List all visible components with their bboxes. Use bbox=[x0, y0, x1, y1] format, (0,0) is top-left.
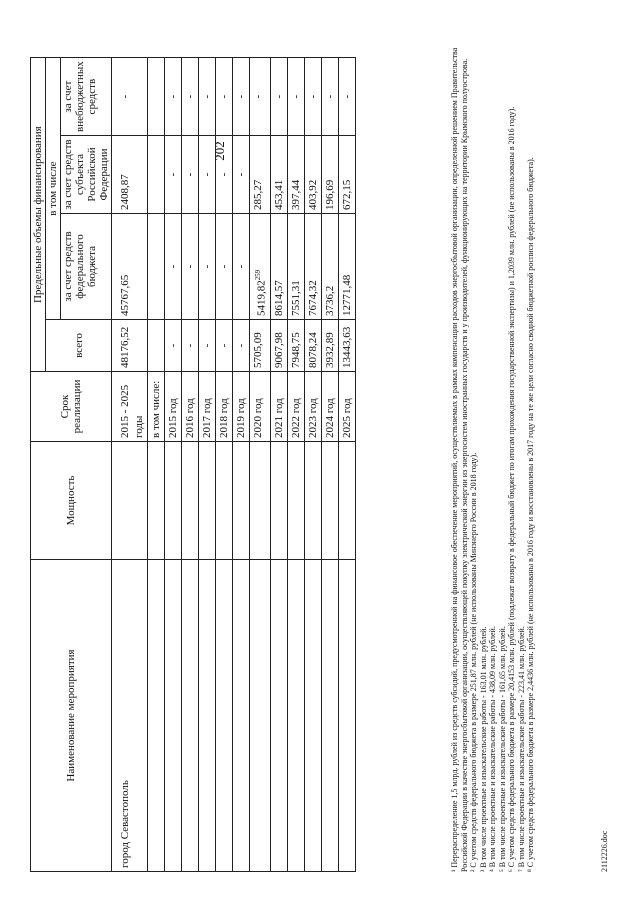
year-total: - bbox=[216, 320, 233, 372]
year-name-cell bbox=[287, 560, 304, 872]
table-row bbox=[216, 58, 233, 872]
year-federal: - bbox=[182, 214, 199, 320]
year-extra: - bbox=[270, 58, 287, 136]
year-extra: - bbox=[216, 58, 233, 136]
footnote: ⁸ С учетом средств федерального бюджета в размере 2,4436 млн. рублей (не использованы в 2016 году и восстановлены в 2017 году на те же цели согласно сводной бюджетной росписи федерального бюджета). bbox=[526, 157, 535, 872]
year-term: 2020 год bbox=[250, 372, 271, 442]
year-federal: - bbox=[199, 214, 216, 320]
year-name-cell bbox=[304, 560, 321, 872]
year-name-cell bbox=[233, 560, 250, 872]
year-term: 2017 год bbox=[199, 372, 216, 442]
year-total: 8078,24 bbox=[304, 320, 321, 372]
table-row bbox=[338, 58, 355, 872]
year-term: 2019 год bbox=[233, 372, 250, 442]
table-row bbox=[199, 58, 216, 872]
year-federal: 8614,57 bbox=[270, 214, 287, 320]
table-row bbox=[165, 58, 182, 872]
year-capacity-cell bbox=[182, 442, 199, 560]
year-federal: 12771,48 bbox=[338, 214, 355, 320]
year-capacity-cell bbox=[321, 442, 338, 560]
year-total: 13443,63 bbox=[338, 320, 355, 372]
year-total: 3932,89 bbox=[321, 320, 338, 372]
year-term: 2022 год bbox=[287, 372, 304, 442]
year-federal: - bbox=[216, 214, 233, 320]
table-row bbox=[233, 58, 250, 872]
header-name: Наименование мероприятия bbox=[31, 560, 112, 872]
year-subject: 196,69 bbox=[321, 136, 338, 214]
table-row bbox=[304, 58, 321, 872]
year-name-cell bbox=[250, 560, 271, 872]
header-term: Срок реализации bbox=[31, 372, 112, 442]
year-extra: - bbox=[199, 58, 216, 136]
year-term: 2024 год bbox=[321, 372, 338, 442]
year-federal: 3736,2 bbox=[321, 214, 338, 320]
year-term: 2018 год bbox=[216, 372, 233, 442]
year-extra: - bbox=[182, 58, 199, 136]
year-extra: - bbox=[165, 58, 182, 136]
year-capacity-cell bbox=[233, 442, 250, 560]
year-capacity-cell bbox=[270, 442, 287, 560]
period-total: 48176,52 bbox=[112, 320, 148, 372]
header-federal: за счет средств федерального бюджета bbox=[61, 214, 112, 320]
year-capacity-cell bbox=[250, 442, 271, 560]
header-extrabudget: за счет внебюджетных средств bbox=[61, 58, 112, 136]
year-rows bbox=[165, 58, 356, 872]
table-body bbox=[112, 58, 165, 872]
year-name-cell bbox=[321, 560, 338, 872]
year-federal: 7551,31 bbox=[287, 214, 304, 320]
year-subject: - bbox=[216, 136, 233, 214]
year-subject: - bbox=[233, 136, 250, 214]
year-extra: - bbox=[321, 58, 338, 136]
year-name-cell bbox=[216, 560, 233, 872]
footnote: ² С учетом средств федерального бюджета в размере 251,87 млн. рублей (не использованы Минэнерго России в 2018 году). bbox=[469, 452, 478, 872]
year-extra: - bbox=[233, 58, 250, 136]
footnotes bbox=[450, 32, 536, 872]
year-extra: - bbox=[250, 58, 271, 136]
year-name-cell bbox=[182, 560, 199, 872]
year-total: - bbox=[165, 320, 182, 372]
period-extra: - bbox=[112, 58, 148, 136]
year-total: 7948,75 bbox=[287, 320, 304, 372]
year-subject: - bbox=[199, 136, 216, 214]
header-subject: за счет средств субъекта Российской Федерации bbox=[61, 136, 112, 214]
year-federal: - bbox=[233, 214, 250, 320]
header-capacity: Мощность bbox=[31, 442, 112, 560]
year-subject: 397,44 bbox=[287, 136, 304, 214]
year-capacity-cell bbox=[216, 442, 233, 560]
year-extra: - bbox=[338, 58, 355, 136]
year-term: 2021 год bbox=[270, 372, 287, 442]
year-subject: 403,92 bbox=[304, 136, 321, 214]
year-federal: 5419,82$^{259}$ bbox=[250, 214, 271, 320]
year-term: 2015 год bbox=[165, 372, 182, 442]
year-capacity-cell bbox=[165, 442, 182, 560]
table-row bbox=[287, 58, 304, 872]
page-number: 202 bbox=[212, 141, 227, 161]
year-total: 5705,09 bbox=[250, 320, 271, 372]
footnote-marker: 259 bbox=[254, 269, 262, 281]
year-subject: - bbox=[165, 136, 182, 214]
year-capacity-cell bbox=[287, 442, 304, 560]
year-total: - bbox=[233, 320, 250, 372]
header-funding-group: Предельные объемы финансирования bbox=[31, 58, 46, 372]
year-extra: - bbox=[304, 58, 321, 136]
including-label: в том числе: bbox=[148, 372, 165, 442]
year-total: - bbox=[182, 320, 199, 372]
footnote: ⁴ В том числе проектные и изыскательские работы - 438,09 млн. рублей. bbox=[488, 626, 497, 872]
footnote: ³ В том числе проектные и изыскательские работы - 163,01 млн. рублей. bbox=[478, 626, 488, 872]
year-extra: - bbox=[287, 58, 304, 136]
row-name: город Севастополь bbox=[112, 560, 148, 872]
rotated-sheet bbox=[0, 2, 640, 872]
header-total: всего bbox=[46, 320, 112, 372]
table-row bbox=[250, 58, 271, 872]
period-federal: 45767,65 bbox=[112, 214, 148, 320]
year-term: 2025 год bbox=[338, 372, 355, 442]
year-total: - bbox=[199, 320, 216, 372]
footnote: ⁶ С учетом средств федерального бюджета в размере 20,4153 млн. рублей (подлежат возврату в федеральный бюджет по итогам прохождения государственной экспертизы) и 1,2039 млн. рублей (не использованы в 2016 году). bbox=[507, 106, 516, 872]
year-subject: 285,27 bbox=[250, 136, 271, 214]
year-federal: 7674,32 bbox=[304, 214, 321, 320]
year-subject: 453,41 bbox=[270, 136, 287, 214]
table-row bbox=[270, 58, 287, 872]
year-name-cell bbox=[338, 560, 355, 872]
year-name-cell bbox=[270, 560, 287, 872]
year-term: 2016 год bbox=[182, 372, 199, 442]
year-name-cell bbox=[199, 560, 216, 872]
year-capacity-cell bbox=[304, 442, 321, 560]
table-row bbox=[148, 58, 165, 872]
year-capacity-cell bbox=[338, 442, 355, 560]
footnote: ¹ Перераспределение 1,5 млрд. рублей из средств субсидий, предусмотренной на финансовое обеспечение мероприятий, осуществляемых в рамках компенсации расходов энергосбытовой организации, определенной решением Правительства Российской Федерации в качестве энергосбытовой организации, осуществляющей покупку электрической энергии из энергосистем иностранных государств и у производителей, функционирующих на территории Крымского полуострова. bbox=[450, 47, 469, 872]
funding-table bbox=[30, 57, 356, 872]
table-row bbox=[321, 58, 338, 872]
year-subject: 672,15 bbox=[338, 136, 355, 214]
period-term: 2015 - 2025 годы bbox=[112, 372, 148, 442]
period-subject: 2408,87 bbox=[112, 136, 148, 214]
footer-file: 2112226.doc bbox=[600, 830, 609, 872]
year-total: 9067,98 bbox=[270, 320, 287, 372]
year-subject: - bbox=[182, 136, 199, 214]
year-term: 2023 год bbox=[304, 372, 321, 442]
year-capacity-cell bbox=[199, 442, 216, 560]
table-row bbox=[182, 58, 199, 872]
footnote: ⁷ В том числе проектные и изыскательские работы - 223,41 млн. рублей. bbox=[516, 626, 526, 872]
row-capacity bbox=[112, 442, 148, 560]
year-name-cell bbox=[165, 560, 182, 872]
header-including: в том числе bbox=[46, 58, 61, 320]
footnote: ⁵ В том числе проектные и изыскательские работы - 161,65 млн. рублей. bbox=[497, 626, 507, 872]
year-federal: - bbox=[165, 214, 182, 320]
table-row bbox=[112, 58, 148, 872]
